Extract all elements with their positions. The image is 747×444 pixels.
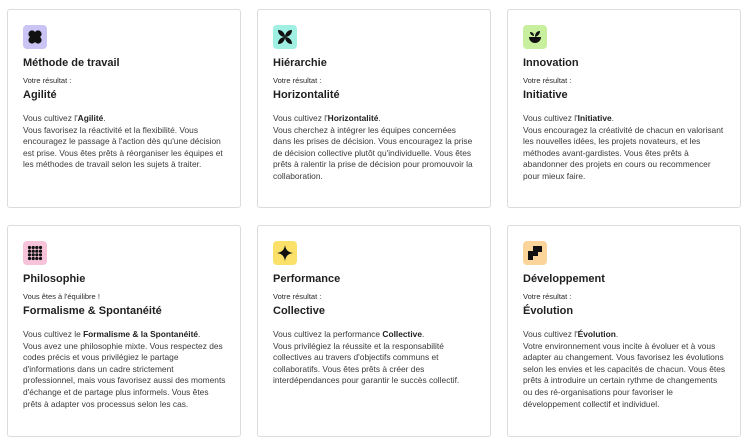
card-title: Développement — [523, 273, 605, 285]
card-description: Vous cultivez la performance Collective. Vous privilégiez la réussite et la responsabilité collectives au travers d'objectifs communs et collaboratifs. Vous êtes prêts à créer des interdépendances pour garantir le succès collectif. — [273, 329, 460, 386]
cross-petals-icon — [273, 25, 297, 49]
card-result: Horizontalité — [273, 89, 340, 101]
card-result: Formalisme & Spontanéité — [23, 305, 162, 317]
sprout-icon — [523, 25, 547, 49]
card-subtitle: Votre résultat : — [523, 76, 572, 85]
card-philosophie — [7, 225, 241, 437]
card-hierarchie — [257, 9, 491, 208]
dot-grid-icon — [23, 241, 47, 265]
stairs-icon — [523, 241, 547, 265]
card-result: Initiative — [523, 89, 568, 101]
card-developpement — [507, 225, 741, 437]
card-title: Innovation — [523, 57, 579, 69]
card-title: Philosophie — [23, 273, 86, 285]
card-title: Méthode de travail — [23, 57, 120, 69]
card-description: Vous cultivez l'Agilité. Vous favorisez la réactivité et la flexibilité. Vous encouragez le passage à l'action dès qu'une décision est prise. Vous êtes prêts à réorganiser les équipes et les méthodes de travail selon les sujets à traiter. — [23, 113, 223, 170]
card-innovation — [507, 9, 741, 208]
card-result: Agilité — [23, 89, 57, 101]
card-description: Vous cultivez le Formalisme & la Spontanéité. Vous avez une philosophie mixte. Vous respectez des codes précis et vous privilégiez le partage d'informations dans un cadre strictement professionnel, mais vous favorisez aussi des moments d'échange et de partage plus informels. Vous êtes prêts à adapter vos processus selon les cas. — [23, 329, 226, 409]
card-methode-de-travail — [7, 9, 241, 208]
card-description: Vous cultivez l'Horizontalité. Vous cherchez à intégrer les équipes concernées dans les prises de décision. Vous encouragez la prise de décision collective plutôt qu'individuelle. Vous êtes prêts à ralentir la prise de décision pour promouvoir la collaboration. — [273, 113, 473, 181]
card-title: Hiérarchie — [273, 57, 327, 69]
card-subtitle: Votre résultat : — [23, 76, 72, 85]
clover-icon — [23, 25, 47, 49]
card-description: Vous cultivez l'Initiative. Vous encouragez la créativité de chacun en valorisant les nouvelles idées, les projets novateurs, et les méthodes avant-gardistes. Vous êtes prêts à abandonner des projets en cours ou recommencer pour mieux faire. — [523, 113, 724, 181]
card-performance — [257, 225, 491, 437]
card-subtitle: Votre résultat : — [523, 292, 572, 301]
card-result: Collective — [273, 305, 325, 317]
card-title: Performance — [273, 273, 341, 285]
card-subtitle: Votre résultat : — [273, 292, 322, 301]
card-subtitle: Votre résultat : — [273, 76, 322, 85]
sparkle-icon — [273, 241, 297, 265]
card-description: Vous cultivez l'Évolution. Votre environnement vous incite à évoluer et à vous adapter au changement. Vous favorisez les évolutions selon les envies et les capacités de chacun. Vous êtes prêts à introduire un certain rythme de changements ou des ré-organisations pour favoriser le développement collectif et individuel. — [523, 329, 726, 409]
card-result: Évolution — [523, 305, 574, 317]
card-subtitle: Vous êtes à l'équilibre ! — [23, 292, 100, 301]
